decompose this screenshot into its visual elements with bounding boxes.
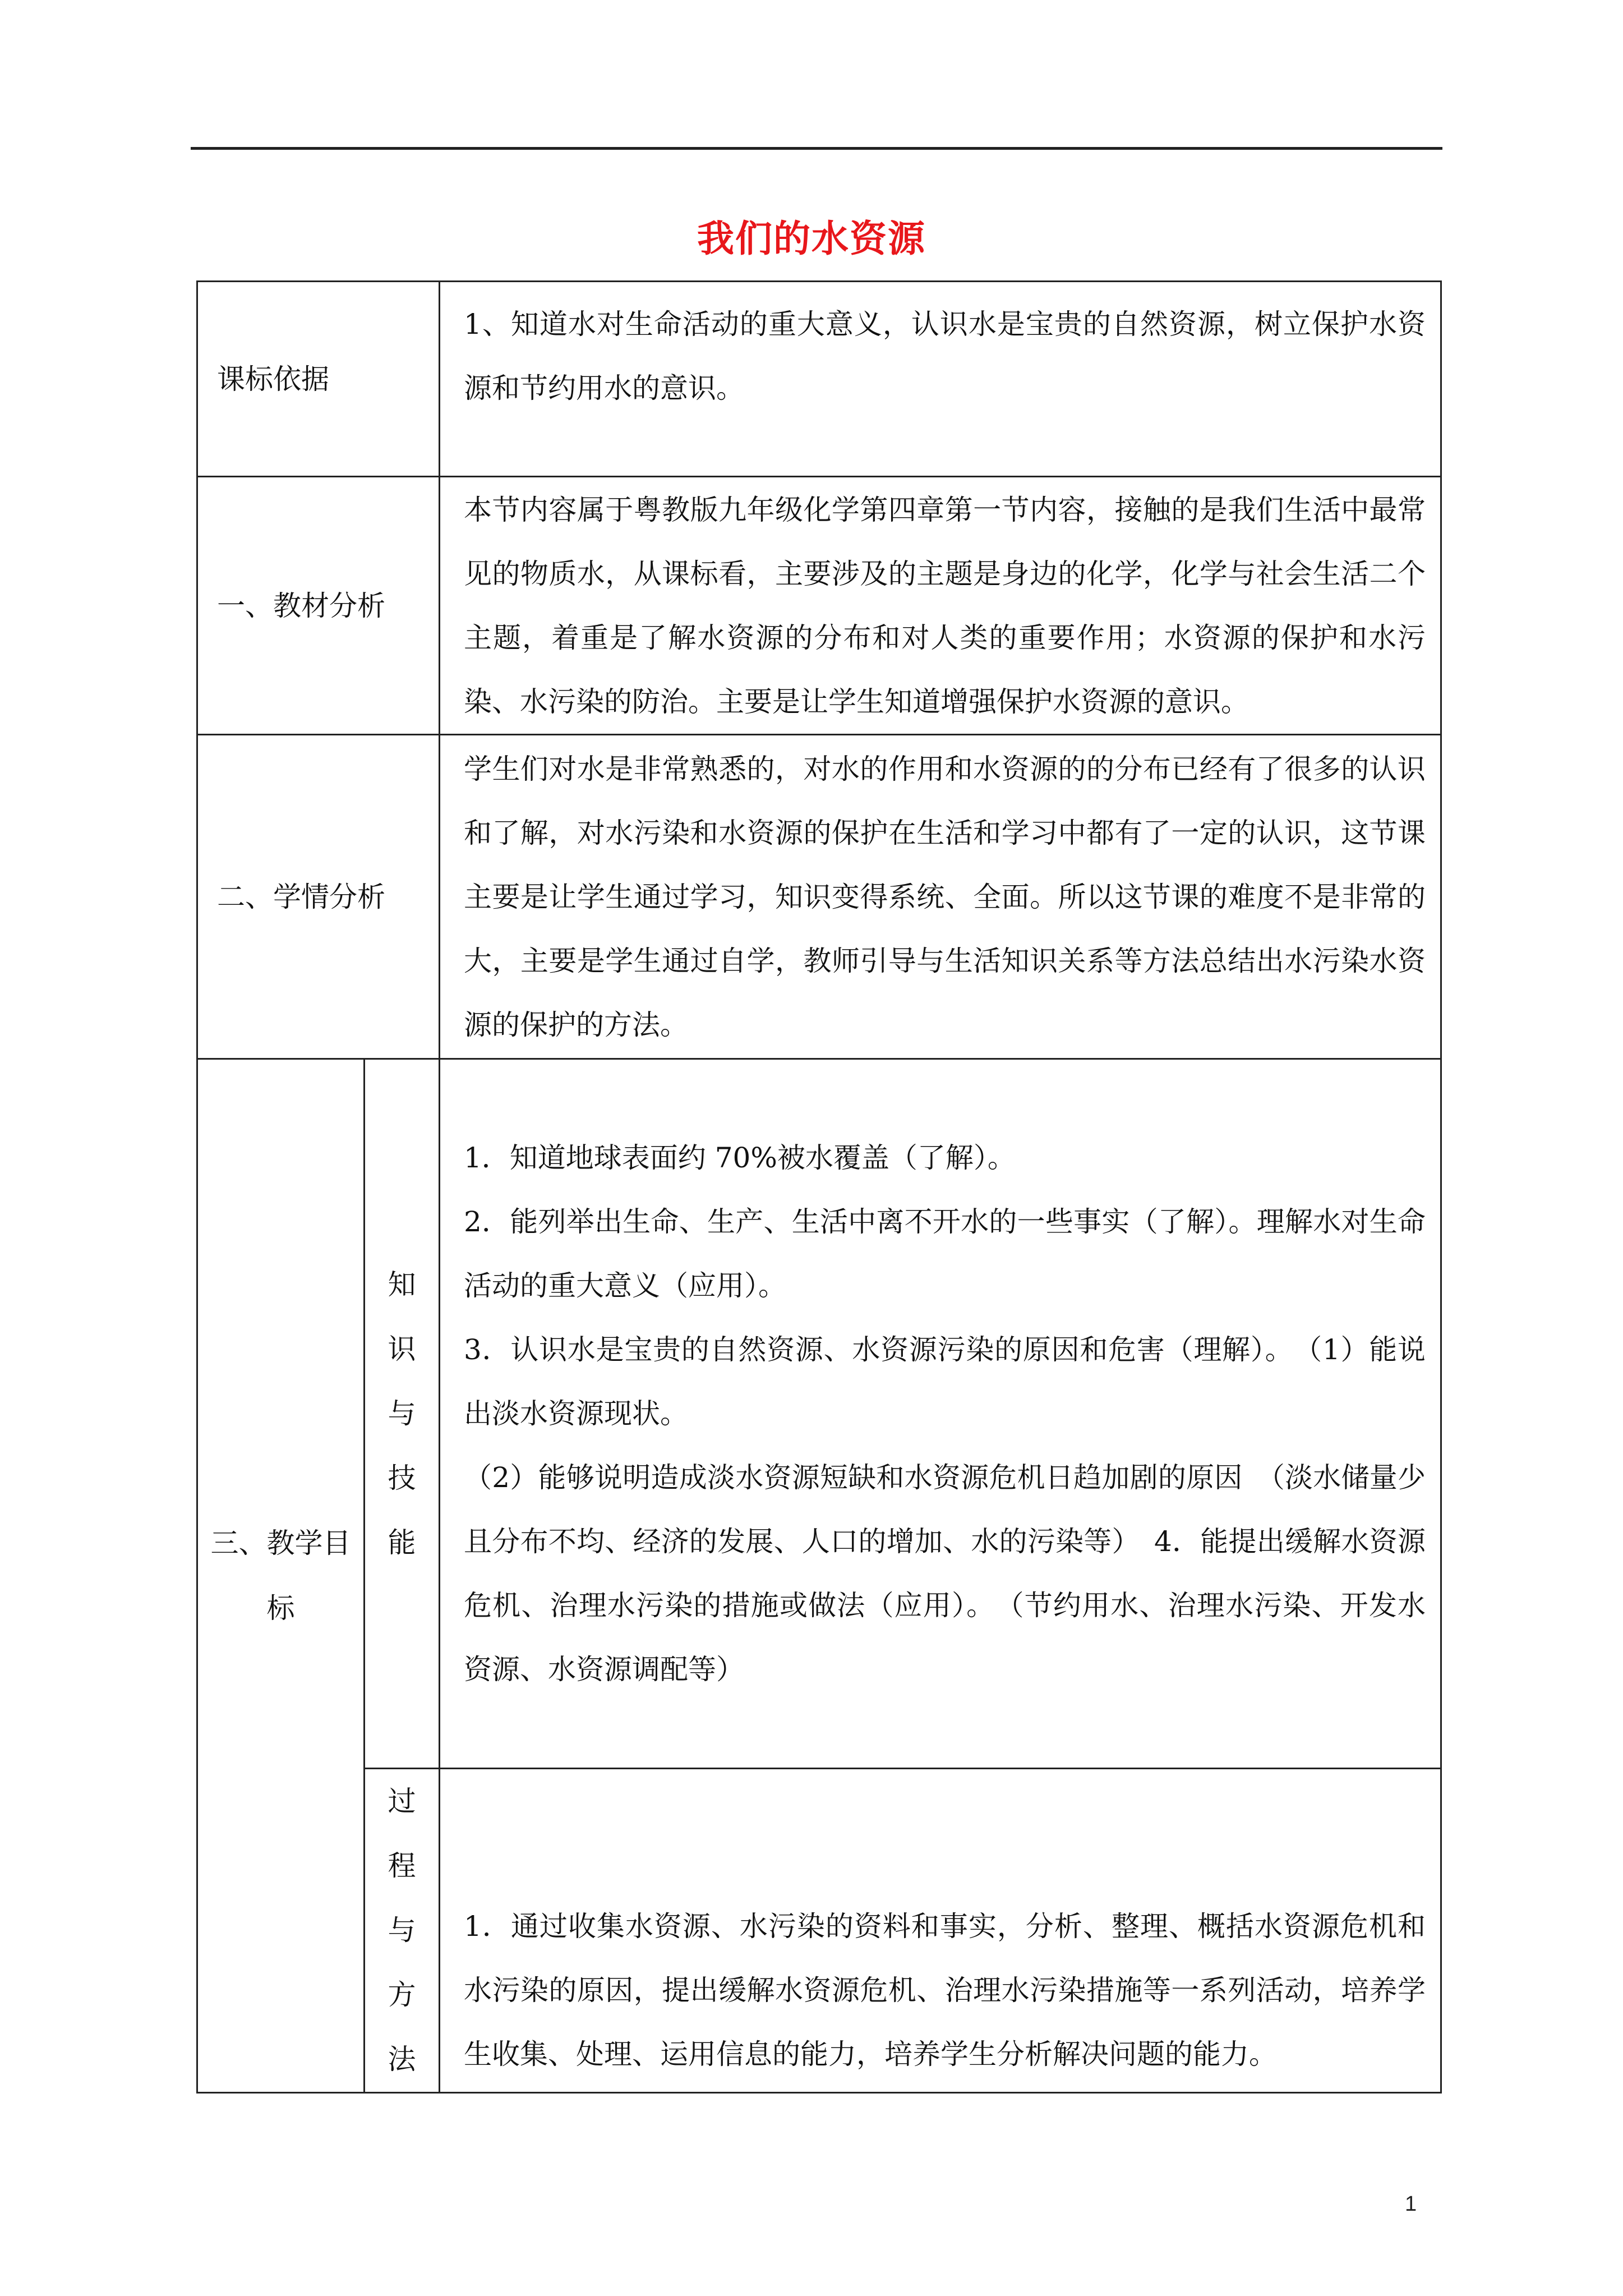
standard-text: 1、知道水对生命活动的重大意义，认识水是宝贵的自然资源，树立保护水资源和节约用水的意识。 (464, 308, 1426, 404)
row-students (197, 735, 1441, 1059)
sublabel-char: 法 (388, 2043, 416, 2076)
sublabel-knowledge (365, 1059, 440, 1769)
row-standard (197, 282, 1441, 477)
sublabel-char: 方 (388, 1978, 416, 2011)
document-title: 我们的水资源 (697, 217, 926, 260)
students-text: 学生们对水是非常熟悉的，对水的作用和水资源的的分布已经有了很多的认识和了解，对水污染和水资源的保护在生活和学习中都有了一定的认识，这节课主要是让学生通过学习，知识变得系统、全面。所以这节课的难度不是非常的大，主要是学生通过自学，教师引导与生活知识关系等方法总结出水污染水资源的保护的方法。 (464, 752, 1426, 1041)
sublabel-char: 与 (388, 1397, 416, 1430)
row-knowledge (197, 1059, 1441, 1769)
process-item: 1．通过收集水资源、水污染的资料和事实，分析、整理、概括水资源危机和水污染的原因，提出缓解水资源危机、治理水污染措施等一系列活动，培养学生收集、处理、运用信息的能力，培养学生分析解决问题的能力。 (464, 1910, 1426, 2070)
row-process (197, 1769, 1441, 2093)
label-objectives-line1: 三、教学目 (210, 1527, 351, 1559)
label-objectives (197, 1059, 365, 2093)
content-knowledge (440, 1059, 1441, 1769)
sublabel-process (365, 1769, 440, 2093)
knowledge-item: 3．认识水是宝贵的自然资源、水资源污染的原因和危害（理解）。 （1）能说出淡水资源现状。 (464, 1333, 1426, 1430)
content-standard (440, 282, 1441, 477)
sublabel-char: 程 (388, 1849, 416, 1882)
content-students (440, 735, 1441, 1059)
lesson-plan-table (196, 280, 1442, 2093)
page-number: 1 (1405, 2192, 1417, 2216)
sublabel-char: 知 (388, 1268, 416, 1301)
header-rule (191, 147, 1442, 150)
knowledge-item: 1．知道地球表面约 70%被水覆盖（了解）。 (464, 1142, 1016, 1174)
sublabel-char: 过 (388, 1785, 416, 1818)
material-text: 本节内容属于粤教版九年级化学第四章第一节内容，接触的是我们生活中最常见的物质水，从课标看，主要涉及的主题是身边的化学，化学与社会生活二个主题，着重是了解水资源的分布和对人类的重要作用；水资源的保护和水污染、水污染的防治。主要是让学生知道增强保护水资源的意识。 (464, 493, 1426, 718)
sublabel-char: 技 (388, 1461, 416, 1494)
label-students: 二、学情分析 (197, 735, 440, 1059)
content-material (440, 477, 1441, 735)
content-process (440, 1769, 1441, 2093)
label-material: 一、教材分析 (197, 477, 440, 735)
sublabel-char: 识 (388, 1332, 416, 1365)
label-standard: 课标依据 (197, 282, 440, 477)
knowledge-item: 2．能列举出生命、生产、生活中离不开水的一些事实（了解）。理解水对生命活动的重大意义（应用）。 (464, 1205, 1426, 1302)
knowledge-item: （2）能够说明造成淡水资源短缺和水资源危机日趋加剧的原因 （淡水储量少且分布不均、经济的发展、人口的增加、水的污染等） 4．能提出缓解水资源危机、治理水污染的措施或做法（应用）。 （节约用水、治理水污染、开发水资源、水资源调配等） (464, 1461, 1426, 1686)
row-material (197, 477, 1441, 735)
sublabel-char: 与 (388, 1914, 416, 1947)
sublabel-char: 能 (388, 1526, 416, 1559)
label-objectives-line2: 标 (266, 1592, 295, 1625)
